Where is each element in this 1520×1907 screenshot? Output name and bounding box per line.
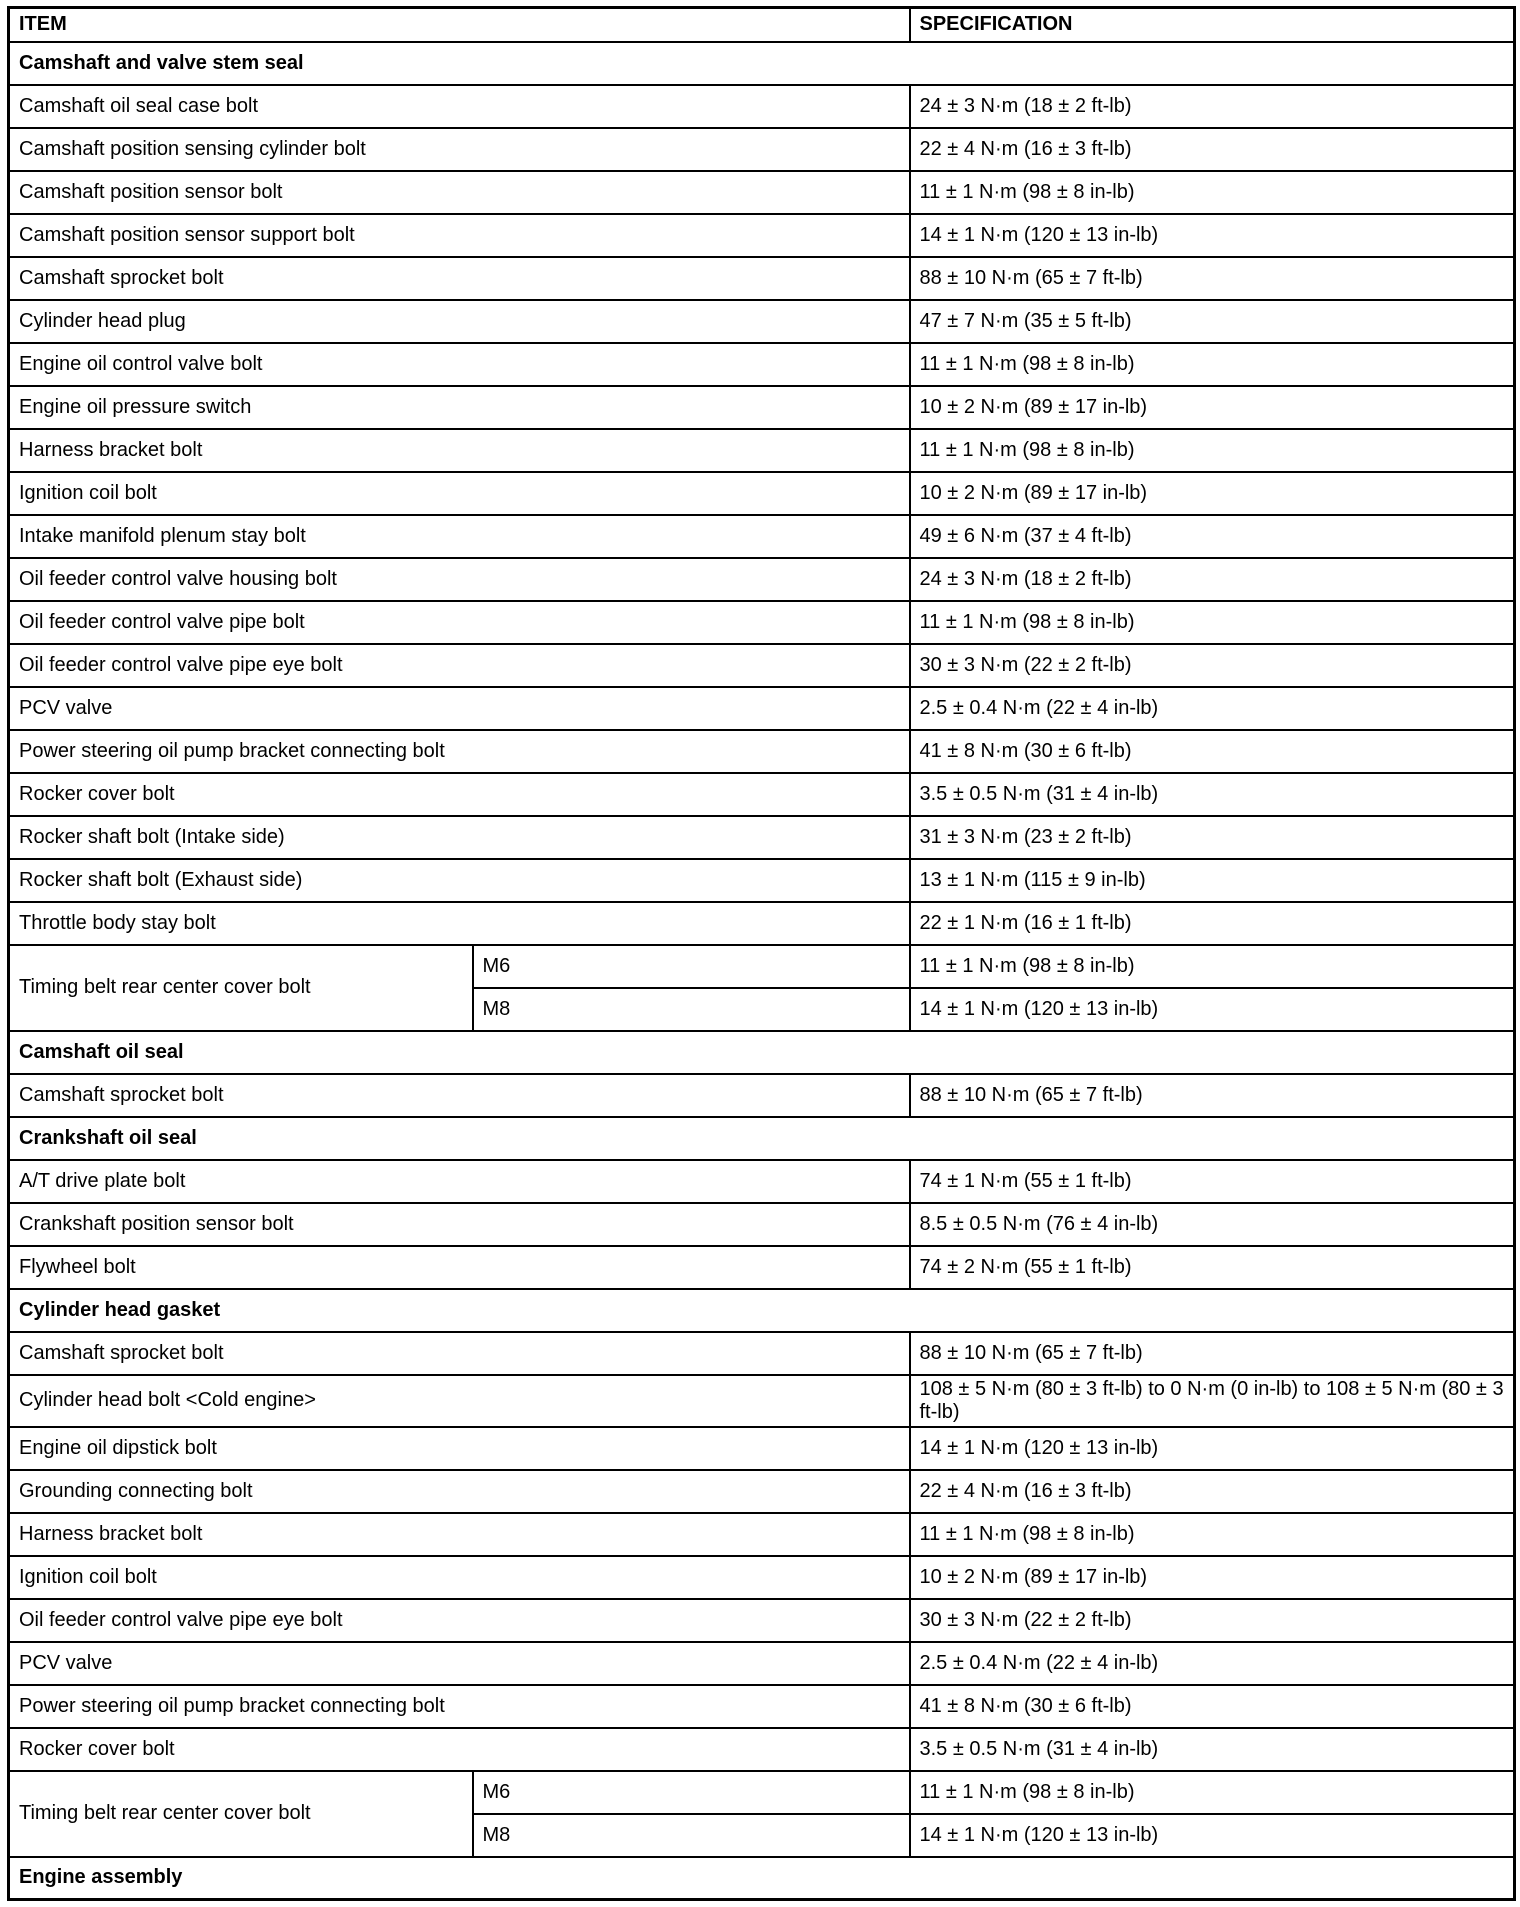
- spec-table-body: [9, 42, 1515, 1900]
- section-header-row: [9, 1031, 1515, 1074]
- table-row: [9, 1427, 1515, 1470]
- table-row: [9, 1160, 1515, 1203]
- spec-cell: 2.5 ± 0.4 N·m (22 ± 4 in-lb): [910, 687, 1515, 730]
- spec-cell: 22 ± 4 N·m (16 ± 3 ft-lb): [910, 1470, 1515, 1513]
- spec-cell: 14 ± 1 N·m (120 ± 13 in-lb): [910, 214, 1515, 257]
- table-row: [9, 687, 1515, 730]
- item-cell: Rocker cover bolt: [9, 773, 910, 816]
- spec-cell: 11 ± 1 N·m (98 ± 8 in-lb): [910, 945, 1515, 988]
- section-title: Crankshaft oil seal: [9, 1117, 1515, 1160]
- spec-cell: 3.5 ± 0.5 N·m (31 ± 4 in-lb): [910, 1728, 1515, 1771]
- item-cell: Rocker shaft bolt (Exhaust side): [9, 859, 910, 902]
- table-row: [9, 515, 1515, 558]
- table-row: [9, 1375, 1515, 1427]
- item-cell: Camshaft sprocket bolt: [9, 1332, 910, 1375]
- spec-cell: 10 ± 2 N·m (89 ± 17 in-lb): [910, 1556, 1515, 1599]
- table-row: [9, 1513, 1515, 1556]
- section-title: Camshaft oil seal: [9, 1031, 1515, 1074]
- table-row: [9, 429, 1515, 472]
- spec-cell: 11 ± 1 N·m (98 ± 8 in-lb): [910, 1513, 1515, 1556]
- section-title: Cylinder head gasket: [9, 1289, 1515, 1332]
- table-row: [9, 1685, 1515, 1728]
- table-row: [9, 128, 1515, 171]
- table-row: [9, 945, 1515, 988]
- spec-cell: 74 ± 2 N·m (55 ± 1 ft-lb): [910, 1246, 1515, 1289]
- item-cell: Grounding connecting bolt: [9, 1470, 910, 1513]
- section-header-row: [9, 1857, 1515, 1900]
- spec-cell: 49 ± 6 N·m (37 ± 4 ft-lb): [910, 515, 1515, 558]
- spec-cell: 10 ± 2 N·m (89 ± 17 in-lb): [910, 386, 1515, 429]
- item-cell: Timing belt rear center cover bolt: [9, 1771, 473, 1857]
- spec-cell: 88 ± 10 N·m (65 ± 7 ft-lb): [910, 1074, 1515, 1117]
- item-cell: Ignition coil bolt: [9, 472, 910, 515]
- item-cell: Harness bracket bolt: [9, 1513, 910, 1556]
- table-row: [9, 1771, 1515, 1814]
- spec-cell: 88 ± 10 N·m (65 ± 7 ft-lb): [910, 1332, 1515, 1375]
- item-cell: Camshaft oil seal case bolt: [9, 85, 910, 128]
- section-header-row: [9, 1117, 1515, 1160]
- spec-cell: 22 ± 1 N·m (16 ± 1 ft-lb): [910, 902, 1515, 945]
- table-row: [9, 902, 1515, 945]
- spec-cell: 108 ± 5 N·m (80 ± 3 ft-lb) to 0 N·m (0 in-lb) to 108 ± 5 N·m (80 ± 3 ft-lb): [910, 1375, 1515, 1427]
- item-cell: PCV valve: [9, 687, 910, 730]
- spec-cell: 22 ± 4 N·m (16 ± 3 ft-lb): [910, 128, 1515, 171]
- item-cell: Crankshaft position sensor bolt: [9, 1203, 910, 1246]
- spec-cell: 11 ± 1 N·m (98 ± 8 in-lb): [910, 171, 1515, 214]
- item-cell: Engine oil pressure switch: [9, 386, 910, 429]
- item-cell: PCV valve: [9, 1642, 910, 1685]
- spec-cell: 41 ± 8 N·m (30 ± 6 ft-lb): [910, 730, 1515, 773]
- table-row: [9, 1074, 1515, 1117]
- spec-cell: 30 ± 3 N·m (22 ± 2 ft-lb): [910, 1599, 1515, 1642]
- item-cell: Throttle body stay bolt: [9, 902, 910, 945]
- table-row: [9, 730, 1515, 773]
- spec-cell: 11 ± 1 N·m (98 ± 8 in-lb): [910, 601, 1515, 644]
- spec-cell: 88 ± 10 N·m (65 ± 7 ft-lb): [910, 257, 1515, 300]
- table-row: [9, 1728, 1515, 1771]
- table-row: [9, 644, 1515, 687]
- table-row: [9, 1599, 1515, 1642]
- item-cell: Camshaft position sensing cylinder bolt: [9, 128, 910, 171]
- item-cell: Oil feeder control valve housing bolt: [9, 558, 910, 601]
- torque-spec-table: [7, 6, 1516, 1901]
- item-cell: Timing belt rear center cover bolt: [9, 945, 473, 1031]
- spec-cell: 31 ± 3 N·m (23 ± 2 ft-lb): [910, 816, 1515, 859]
- spec-cell: 14 ± 1 N·m (120 ± 13 in-lb): [910, 1427, 1515, 1470]
- spec-cell: 14 ± 1 N·m (120 ± 13 in-lb): [910, 988, 1515, 1031]
- item-cell: Power steering oil pump bracket connecting bolt: [9, 1685, 910, 1728]
- table-row: [9, 558, 1515, 601]
- item-cell: Oil feeder control valve pipe bolt: [9, 601, 910, 644]
- spec-cell: 47 ± 7 N·m (35 ± 5 ft-lb): [910, 300, 1515, 343]
- table-row: [9, 816, 1515, 859]
- table-row: [9, 1642, 1515, 1685]
- table-row: [9, 472, 1515, 515]
- spec-cell: 2.5 ± 0.4 N·m (22 ± 4 in-lb): [910, 1642, 1515, 1685]
- sub-size-cell: M6: [473, 945, 910, 988]
- table-header-row: [9, 8, 1515, 42]
- spec-cell: 11 ± 1 N·m (98 ± 8 in-lb): [910, 1771, 1515, 1814]
- item-cell: Cylinder head plug: [9, 300, 910, 343]
- spec-cell: 74 ± 1 N·m (55 ± 1 ft-lb): [910, 1160, 1515, 1203]
- table-row: [9, 1556, 1515, 1599]
- item-cell: Oil feeder control valve pipe eye bolt: [9, 644, 910, 687]
- item-cell: Harness bracket bolt: [9, 429, 910, 472]
- table-row: [9, 1470, 1515, 1513]
- item-cell: Rocker cover bolt: [9, 1728, 910, 1771]
- spec-cell: 14 ± 1 N·m (120 ± 13 in-lb): [910, 1814, 1515, 1857]
- sub-size-cell: M8: [473, 988, 910, 1031]
- table-row: [9, 386, 1515, 429]
- section-header-row: [9, 1289, 1515, 1332]
- item-cell: Engine oil control valve bolt: [9, 343, 910, 386]
- table-row: [9, 85, 1515, 128]
- spec-cell: 3.5 ± 0.5 N·m (31 ± 4 in-lb): [910, 773, 1515, 816]
- table-row: [9, 773, 1515, 816]
- table-row: [9, 171, 1515, 214]
- item-cell: A/T drive plate bolt: [9, 1160, 910, 1203]
- item-cell: Oil feeder control valve pipe eye bolt: [9, 1599, 910, 1642]
- table-row: [9, 601, 1515, 644]
- table-row: [9, 1246, 1515, 1289]
- spec-cell: 30 ± 3 N·m (22 ± 2 ft-lb): [910, 644, 1515, 687]
- section-title: Camshaft and valve stem seal: [9, 42, 1515, 85]
- spec-cell: 8.5 ± 0.5 N·m (76 ± 4 in-lb): [910, 1203, 1515, 1246]
- sub-size-cell: M8: [473, 1814, 910, 1857]
- table-row: [9, 257, 1515, 300]
- table-row: [9, 1332, 1515, 1375]
- item-cell: Flywheel bolt: [9, 1246, 910, 1289]
- item-cell: Camshaft position sensor bolt: [9, 171, 910, 214]
- table-row: [9, 1203, 1515, 1246]
- section-header-row: [9, 42, 1515, 85]
- spec-cell: 11 ± 1 N·m (98 ± 8 in-lb): [910, 429, 1515, 472]
- item-cell: Camshaft sprocket bolt: [9, 257, 910, 300]
- item-cell: Ignition coil bolt: [9, 1556, 910, 1599]
- spec-cell: 24 ± 3 N·m (18 ± 2 ft-lb): [910, 558, 1515, 601]
- spec-cell: 10 ± 2 N·m (89 ± 17 in-lb): [910, 472, 1515, 515]
- item-cell: Power steering oil pump bracket connecting bolt: [9, 730, 910, 773]
- section-title: Engine assembly: [9, 1857, 1515, 1900]
- item-cell: Cylinder head bolt <Cold engine>: [9, 1375, 910, 1427]
- spec-cell: 13 ± 1 N·m (115 ± 9 in-lb): [910, 859, 1515, 902]
- spec-cell: 11 ± 1 N·m (98 ± 8 in-lb): [910, 343, 1515, 386]
- spec-cell: 24 ± 3 N·m (18 ± 2 ft-lb): [910, 85, 1515, 128]
- table-row: [9, 859, 1515, 902]
- item-cell: Camshaft sprocket bolt: [9, 1074, 910, 1117]
- table-row: [9, 300, 1515, 343]
- item-column-header: ITEM: [9, 8, 910, 42]
- table-row: [9, 214, 1515, 257]
- sub-size-cell: M6: [473, 1771, 910, 1814]
- item-cell: Intake manifold plenum stay bolt: [9, 515, 910, 558]
- item-cell: Camshaft position sensor support bolt: [9, 214, 910, 257]
- item-cell: Engine oil dipstick bolt: [9, 1427, 910, 1470]
- spec-cell: 41 ± 8 N·m (30 ± 6 ft-lb): [910, 1685, 1515, 1728]
- specification-column-header: SPECIFICATION: [910, 8, 1515, 42]
- item-cell: Rocker shaft bolt (Intake side): [9, 816, 910, 859]
- table-row: [9, 343, 1515, 386]
